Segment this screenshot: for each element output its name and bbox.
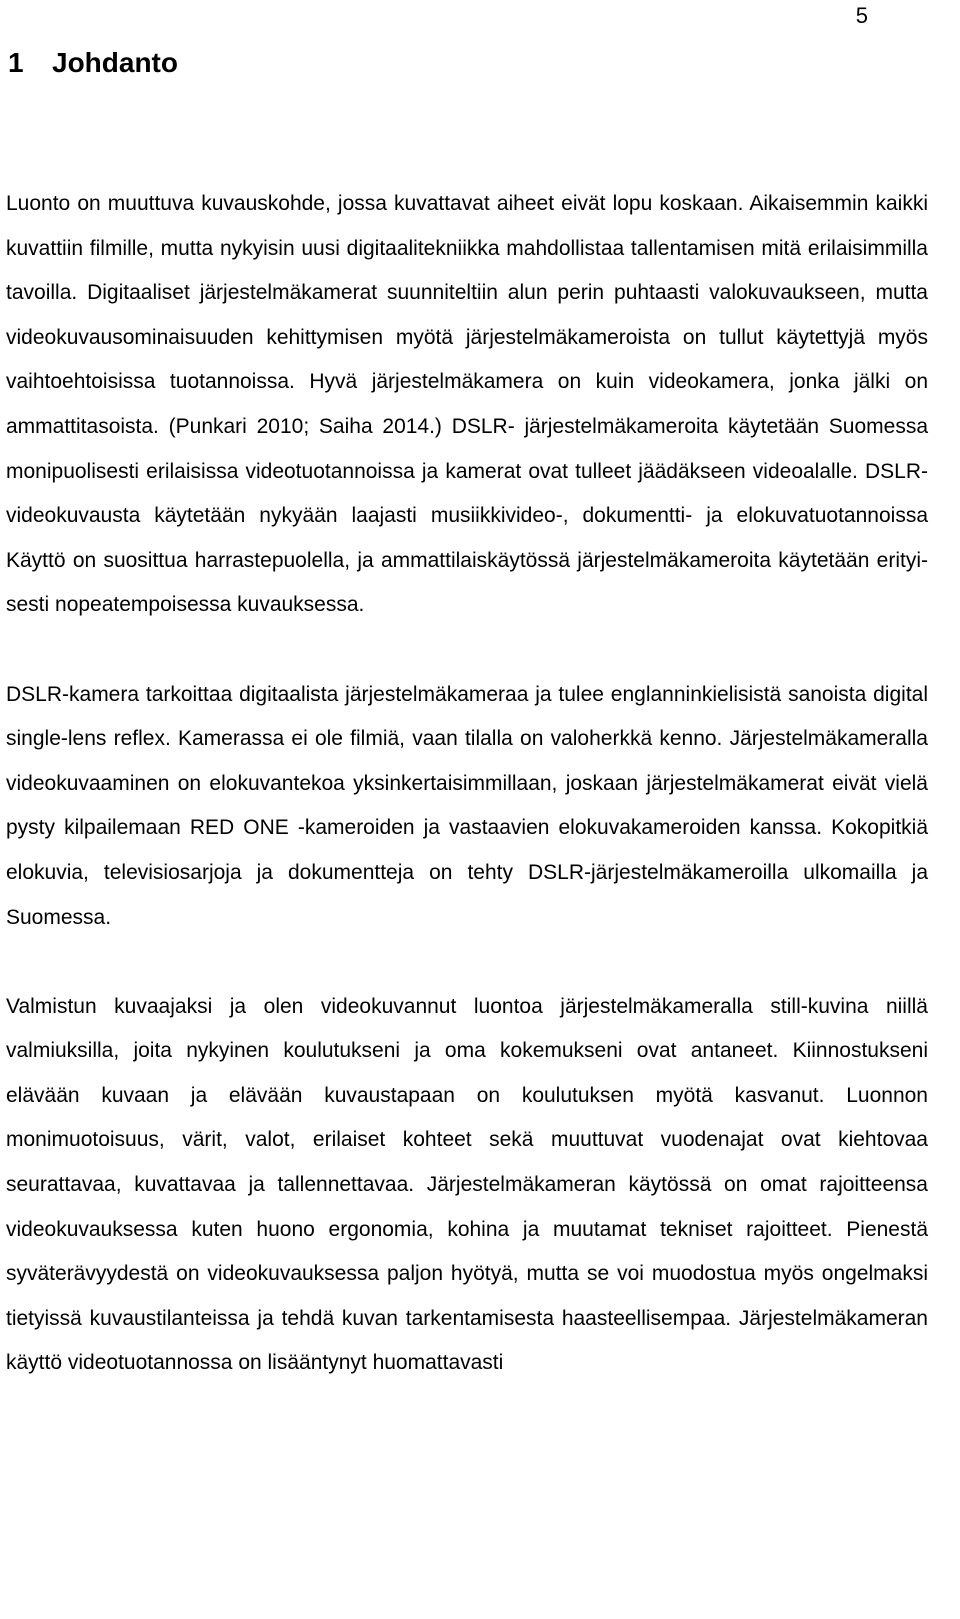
chapter-title: Johdanto (52, 47, 178, 78)
paragraph: DSLR-kamera tarkoittaa digitaalista järjestelmäkameraa ja tulee englanninkielisistä sanoista digital single-lens reflex. Kamerassa ei ole filmiä, vaan tilalla on valoherkkä kenno. Järjestelmäkameralla videokuvaaminen on elokuvantekoa yksinkertaisimmillaan, joskaan järjestelmäkamerat eivät vielä pysty kilpailemaan RED ONE -kameroiden ja vastaavien elokuvakameroiden kanssa. Kokopitkiä elokuvia, televisiosarjoja ja dokumentteja on tehty DSLR-järjestelmäkameroilla ulkomailla ja Suomessa. (6, 682, 928, 929)
page-number: 5 (855, 3, 868, 28)
body-text (6, 182, 928, 1431)
chapter-number: 1 (8, 47, 24, 78)
paragraph: Valmistun kuvaajaksi ja olen videokuvannut luontoa järjestelmäkameralla still-kuvina niillä valmiuksilla, joita nykyinen koulutukseni ja oma kokemukseni ovat antaneet. Kiinnostukseni elävään kuvaan ja elävään kuvaustapaan on koulutuksen myötä kasvanut. Luonnon monimuotoisuus, värit, valot, erilaiset kohteet sekä muuttuvat vuodenajat ovat kiehtovaa seurattavaa, kuvattavaa ja tallennettavaa. Järjestelmäkameran käytössä on omat rajoitteensa videokuvauksessa kuten huono ergonomia, kohina ja muutamat tekniset rajoitteet. Pienestä syväterävyydestä on videokuvauksessa paljon hyötyä, mutta se voi muodostua myös ongelmaksi tietyissä kuvaustilanteissa ja tehdä kuvan tarkentamisesta haasteellisempaa. Järjestelmäkameran käyttö videotuotannossa on lisääntynyt huomattavasti (6, 994, 928, 1375)
chapter-heading (8, 46, 178, 80)
paragraph: Luonto on muuttuva kuvauskohde, jossa kuvattavat aiheet eivät lopu koskaan. Aikaisemmin kaikki kuvattiin filmille, mutta nykyisin uusi digitaalitekniikka mahdollistaa tallentamisen mitä erilaisimmilla tavoilla. Digitaaliset järjestelmäkamerat suunniteltiin alun perin puhtaasti valokuvaukseen, mutta videokuvausominaisuuden kehittymisen myötä järjestelmäkameroista on tullut käytettyjä myös vaihtoehtoisissa tuotannoissa. Hyvä järjestelmäkamera on kuin videokamera, jonka jälki on ammattitasoista. (Punkari 2010; Saiha 2014.) DSLR- järjestelmäkameroita käytetään Suomessa monipuolisesti erilaisissa videotuotannoissa ja kamerat ovat tulleet jäädäkseen videoalalle. DSLR- videokuvausta käytetään nykyään laajasti musiikkivideo-, dokumentti- ja elokuvatuotannoissa Käyttö on suosittua harrastepuolella, ja ammattilaiskäytössä järjestelmäkameroita käytetään erityisesti nopeatempoisessa kuvauksessa. (6, 192, 928, 617)
